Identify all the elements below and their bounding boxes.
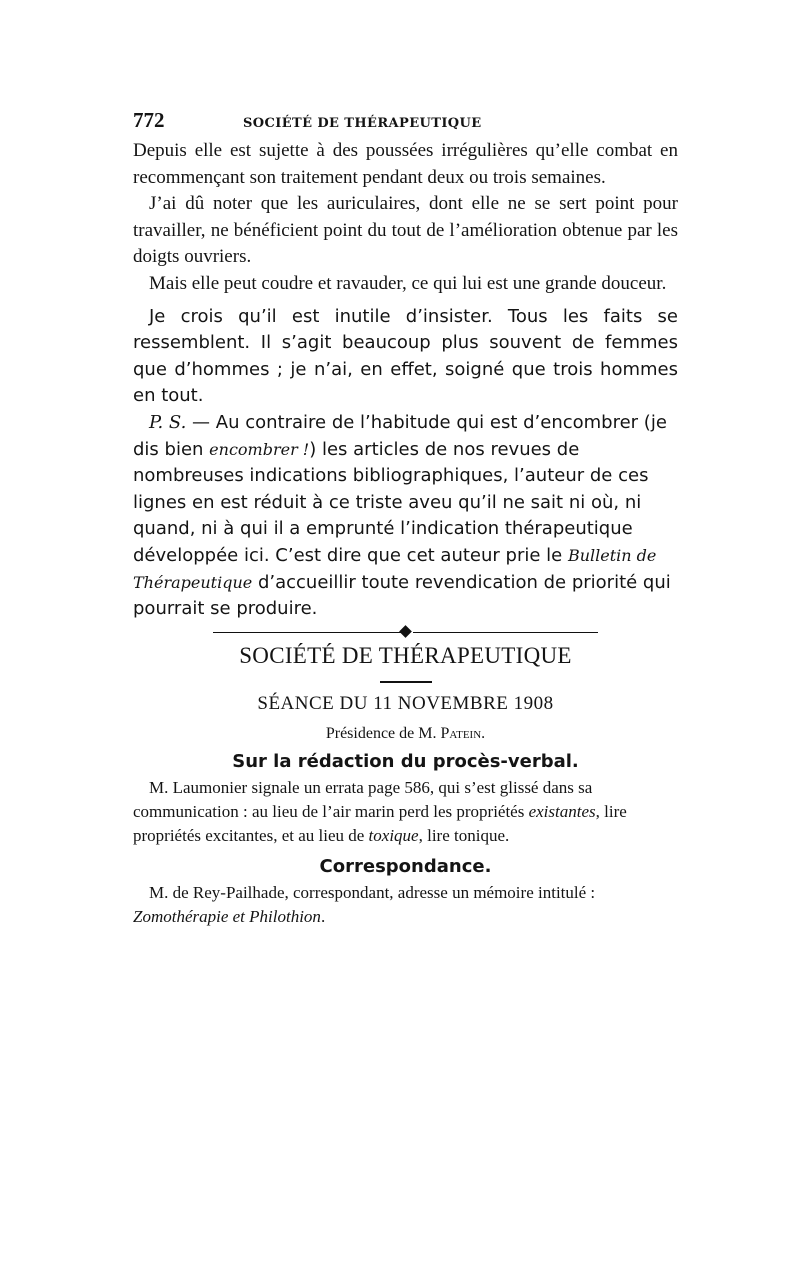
short-rule [380,681,432,683]
divider-line-left [213,632,401,633]
postscript-label: P. S. [149,411,187,433]
italic-run: toxique [368,825,419,845]
section-heading-proces-verbal: Sur la rédaction du procès-verbal. [232,750,579,772]
correspondance-body [133,881,678,929]
italic-run: encombrer ! [209,439,310,459]
paragraph [133,776,678,848]
conclusion-and-postscript [133,304,678,623]
text-run: ) les articles de nos revues de nombreuses indications bibliographiques, l’auteur de ces lignes en est réduit à ce triste aveu qu’il ne sait ni où, ni quand, ni à qui il a emprunté l’indication thérapeutique développée ici. C’est dire que cet auteur prie le [133,438,649,566]
page-number: 772 [133,108,165,132]
running-head [133,108,678,138]
paragraph: Depuis elle est sujette à des poussées irrégulières qu’elle combat en recommençant son traitement pendant deux ou trois semaines. [133,140,678,188]
text-run: — Au contraire de l’habitude qui est d’encombrer (je dis bien [133,411,667,460]
text-run: d’accueillir toute revendication de priorité qui pourrait se produire. [133,571,671,620]
session-date: SÉANCE DU 11 NOVEMBRE 1908 [257,692,554,714]
ornamental-divider [133,625,678,639]
case-report-continuation [133,138,678,298]
text-run: , lire tonique. [418,825,510,845]
text-run: , lire propriétés excitantes, et au lieu de [133,801,627,845]
diamond-ornament-icon [399,625,412,638]
presidency-suffix: . [481,724,486,742]
journal-title: Bulletin de Thérapeutique [133,545,657,592]
paragraph [133,881,678,929]
presidency-line [133,725,678,743]
society-title: SOCIÉTÉ DE THÉRAPEUTIQUE [239,642,572,668]
president-name: Patein [440,724,482,742]
section-heading-correspondance: Correspondance. [319,855,492,877]
text-run: . [320,906,326,926]
paragraph: Mais elle peut coudre et ravauder, ce qui lui est une grande douceur. [149,272,667,294]
book-page [133,108,678,929]
divider-line-right [413,632,598,633]
paragraph: J’ai dû noter que les auriculaires, dont elle ne se sert point pour travailler, ne bénéficient point du tout de l’amélioration obtenue par les doigts ouvriers. [133,193,678,268]
paragraph: Je crois qu’il est inutile d’insister. Tous les faits se ressemblent. Il s’agit beaucoup plus souvent de femmes que d’hommes ; je n’ai, en effet, soigné que trois hommes en tout. [133,305,678,407]
proces-verbal-body [133,776,678,848]
text-run: M. Laumonier signale un errata page 586, qui s’est glissé dans sa communication : au lieu de l’air marin perd les propriétés [133,777,593,821]
running-head-title: SOCIÉTÉ DE THÉRAPEUTIQUE [243,116,482,131]
italic-run: existantes [528,801,596,821]
memoir-title: Zomothérapie et Philothion [133,906,321,926]
presidency-prefix: Présidence de M. [325,724,441,742]
text-run: M. de Rey-Pailhade, correspondant, adresse un mémoire intitulé : [149,882,596,902]
postscript-paragraph [133,410,678,623]
